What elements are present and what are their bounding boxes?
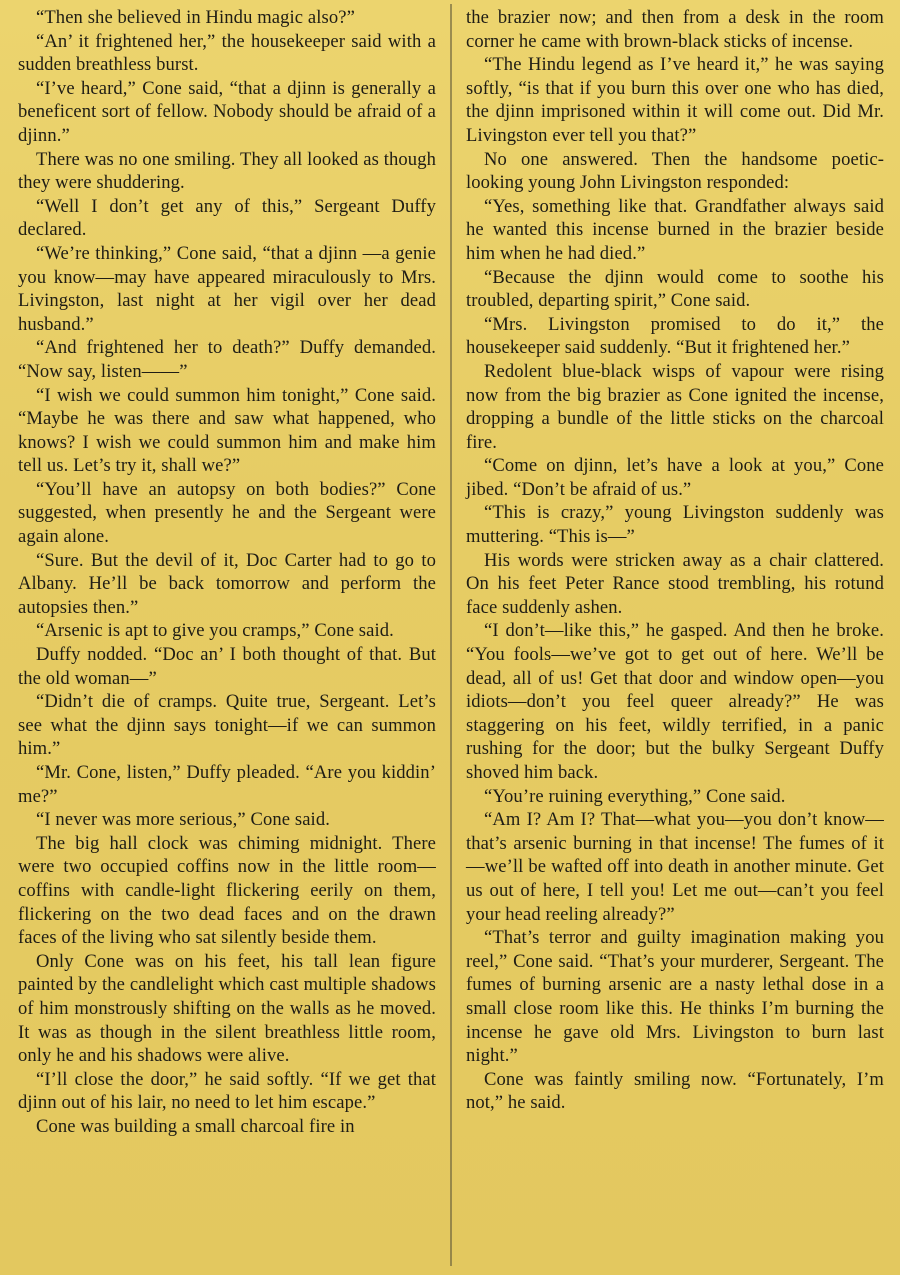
paragraph: the brazier now; and then from a desk in the room corner he came with brown-black sticks of incense. xyxy=(466,7,884,52)
paragraph: “An’ it frightened her,” the housekeeper said with a sudden breathless burst. xyxy=(18,30,436,76)
paragraph: No one answered. Then the handsome poetic-looking young John Livingston responded: xyxy=(466,148,884,194)
paragraph: His words were stricken away as a chair clattered. On his feet Peter Rance stood trembling, his rotund face suddenly ashen. xyxy=(466,549,884,618)
paragraph: “You’re ruining everything,” Cone said. xyxy=(484,785,786,807)
paragraph: Only Cone was on his feet, his tall lean figure painted by the candlelight which cast multiple shadows of him monstrously shifting on the walls as he moved. It was as though in the silent breathless little room, only he and his shadows were alive. xyxy=(18,950,436,1067)
paragraph: “You’ll have an autopsy on both bodies?” Cone suggested, when presently he and the Sergeant were again alone. xyxy=(18,478,436,548)
paragraph: “Yes, something like that. Grandfather always said he wanted this incense burned in the brazier beside him when he had died.” xyxy=(466,195,884,264)
paragraph: “I’ve heard,” Cone said, “that a djinn is generally a beneficent sort of fellow. Nobody should be afraid of a djinn.” xyxy=(18,77,436,146)
right-column xyxy=(466,6,884,1115)
column-divider xyxy=(450,4,452,1266)
paragraph: “I don’t—like this,” he gasped. And then he broke. “You fools—we’ve got to get out of here. We’ll be dead, all of us! Get that door and window open—you idiots—don’t you feel queer already?” He was staggering on his feet, wildly terrified, in a panic rushing for the door; but the bulky Sergeant Duffy shoved him back. xyxy=(466,620,884,783)
paragraph: “Mr. Cone, listen,” Duffy pleaded. “Are you kiddin’ me?” xyxy=(18,762,436,807)
paragraph: “I never was more serious,” Cone said. xyxy=(36,809,330,831)
paragraph: “Because the djinn would come to soothe his troubled, departing spirit,” Cone said. xyxy=(466,266,884,312)
paragraph: “And frightened her to death?” Duffy demanded. “Now say, listen——” xyxy=(18,337,436,382)
paragraph: Duffy nodded. “Doc an’ I both thought of that. But the old woman—” xyxy=(18,644,436,689)
paragraph: “Arsenic is apt to give you cramps,” Cone said. xyxy=(36,620,394,642)
paragraph: The big hall clock was chiming midnight. There were two occupied coffins now in the little room—coffins with candle-light flickering eerily on them, flickering on the two dead faces and on the drawn faces of the living who sat silently beside them. xyxy=(18,832,436,949)
paragraph: Cone was building a small charcoal fire in xyxy=(36,1115,355,1137)
paragraph: “The Hindu legend as I’ve heard it,” he was saying softly, “is that if you burn this over one who has died, the djinn imprisoned within it will come out. Did Mr. Livingston ever tell you that?” xyxy=(466,54,884,146)
paragraph: “Well I don’t get any of this,” Sergeant Duffy declared. xyxy=(18,195,436,241)
paragraph: “I’ll close the door,” he said softly. “If we get that djinn out of his lair, no need to let him escape.” xyxy=(18,1068,436,1114)
paragraph: “Sure. But the devil of it, Doc Carter had to go to Albany. He’ll be back tomorrow and perform the autopsies then.” xyxy=(18,549,436,618)
paragraph: “Didn’t die of cramps. Quite true, Sergeant. Let’s see what the djinn says tonight—if we can summon him.” xyxy=(18,691,436,760)
paragraph: “Am I? Am I? That—what you—you don’t know—that’s arsenic burning in that incense! The fumes of it—we’ll be wafted off into death in another minute. Get us out of here, I tell you! Let me out—can’t you feel your head reeling already?” xyxy=(466,809,884,925)
paragraph: “We’re thinking,” Cone said, “that a djinn —a genie you know—may have appeared miraculously to Mrs. Livingston, last night at her vigil over her dead husband.” xyxy=(18,242,436,335)
paragraph: “Come on djinn, let’s have a look at you,” Cone jibed. “Don’t be afraid of us.” xyxy=(466,455,884,500)
left-column xyxy=(18,6,436,1139)
paragraph: “That’s terror and guilty imagination making you reel,” Cone said. “That’s your murderer, Sergeant. The fumes of burning arsenic are a nasty lethal dose in a small close room like this. He thinks I’m burning the incense he gave old Mrs. Livingston to burn last night.” xyxy=(466,927,884,1067)
paragraph: Cone was faintly smiling now. “Fortunately, I’m not,” he said. xyxy=(466,1068,884,1114)
paragraph: “Then she believed in Hindu magic also?” xyxy=(36,7,355,28)
paragraph: There was no one smiling. They all looked as though they were shuddering. xyxy=(18,148,436,194)
paragraph: “I wish we could summon him tonight,” Cone said. “Maybe he was there and saw what happened, who knows? I wish we could summon him and make him tell us. Let’s try it, shall we?” xyxy=(18,384,436,477)
paragraph: “Mrs. Livingston promised to do it,” the housekeeper said suddenly. “But it frightened her.” xyxy=(466,313,884,359)
paragraph: Redolent blue-black wisps of vapour were rising now from the big brazier as Cone ignited the incense, dropping a bundle of the little sticks on the charcoal fire. xyxy=(466,360,884,453)
paragraph: “This is crazy,” young Livingston suddenly was muttering. “This is—” xyxy=(466,502,884,548)
